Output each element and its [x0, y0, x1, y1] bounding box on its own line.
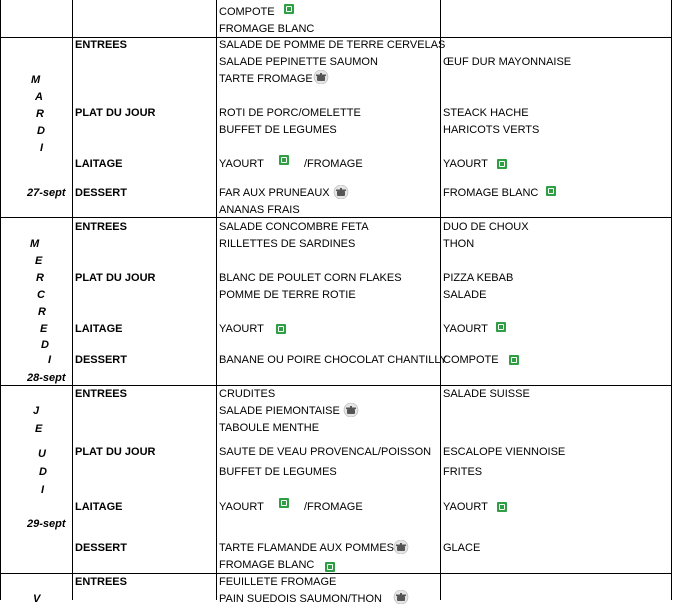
menu-item: FAR AUX PRUNEAUX [219, 187, 330, 199]
category-label: ENTREES [75, 39, 127, 51]
day-date: 29-sept [27, 518, 66, 530]
category-label: PLAT DU JOUR [75, 107, 156, 119]
day-letter: R [36, 272, 44, 284]
day-letter: I [48, 354, 52, 366]
menu-item-alt: FRITES [443, 466, 483, 478]
menu-item-alt: STEACK HACHE [443, 107, 529, 119]
menu-item-alt: GLACE [443, 542, 481, 554]
grid-line [0, 217, 672, 218]
menu-item-alt: FROMAGE BLANC [443, 187, 539, 199]
menu-item-alt: THON [443, 238, 475, 250]
menu-item-alt: HARICOTS VERTS [443, 124, 540, 136]
grid-line [440, 0, 441, 600]
grid-line [216, 0, 217, 600]
menu-item: YAOURT [219, 158, 264, 170]
grid-line [0, 385, 672, 386]
grid-line [0, 573, 672, 574]
menu-item: COMPOTE [219, 6, 275, 18]
menu-item: PAIN SUEDOIS SAUMON/THON [219, 593, 382, 605]
day-date: 27-sept [27, 187, 66, 199]
cooking-pot-icon [343, 403, 359, 417]
menu-item: BUFFET DE LEGUMES [219, 466, 337, 478]
menu-item: BANANE OU POIRE CHOCOLAT CHANTILLY [219, 354, 447, 366]
day-letter: E [40, 323, 48, 335]
menu-item: FEUILLETE FROMAGE [219, 576, 337, 588]
day-letter: R [36, 108, 44, 120]
menu-item: FROMAGE BLANC [219, 23, 315, 35]
day-letter: V [33, 593, 41, 605]
menu-item: TARTE FLAMANDE AUX POMMES [219, 542, 395, 554]
organic-label-icon [284, 4, 294, 14]
category-label: DESSERT [75, 354, 127, 366]
day-letter: E [35, 255, 43, 267]
menu-item: SALADE PEPINETTE SAUMON [219, 56, 378, 68]
menu-item: ROTI DE PORC/OMELETTE [219, 107, 361, 119]
menu-item-alt: YAOURT [443, 158, 488, 170]
category-label: LAITAGE [75, 158, 123, 170]
category-label: ENTREES [75, 221, 127, 233]
grid-line [0, 37, 672, 38]
menu-item: TARTE FROMAGE [219, 73, 313, 85]
day-letter: I [41, 484, 45, 496]
day-letter: D [41, 339, 49, 351]
menu-item-alt: ŒUF DUR MAYONNAISE [443, 56, 572, 68]
menu-item: /FROMAGE [304, 158, 363, 170]
day-letter: I [40, 142, 44, 154]
menu-item: BUFFET DE LEGUMES [219, 124, 337, 136]
organic-label-icon [325, 562, 335, 572]
menu-item: BLANC DE POULET CORN FLAKES [219, 272, 402, 284]
organic-label-icon [497, 159, 507, 169]
menu-item-alt: COMPOTE [443, 354, 499, 366]
organic-label-icon [279, 155, 289, 165]
menu-item: SALADE DE POMME DE TERRE CERVELAS [219, 39, 446, 51]
menu-item-alt: SALADE [443, 289, 487, 301]
menu-item-alt: ESCALOPE VIENNOISE [443, 446, 566, 458]
menu-item: YAOURT [219, 501, 264, 513]
organic-label-icon [509, 355, 519, 365]
organic-label-icon [496, 322, 506, 332]
menu-item-alt: PIZZA KEBAB [443, 272, 514, 284]
grid-line [72, 0, 73, 600]
category-label: LAITAGE [75, 501, 123, 513]
day-letter: C [37, 289, 45, 301]
menu-item: POMME DE TERRE ROTIE [219, 289, 356, 301]
day-letter: M [31, 74, 41, 86]
category-label: ENTREES [75, 576, 127, 588]
organic-label-icon [497, 502, 507, 512]
day-letter: U [38, 448, 46, 460]
category-label: DESSERT [75, 542, 127, 554]
menu-item-alt: SALADE SUISSE [443, 388, 530, 400]
day-letter: A [35, 91, 43, 103]
category-label: ENTREES [75, 388, 127, 400]
organic-label-icon [279, 498, 289, 508]
cooking-pot-icon [393, 590, 409, 604]
menu-item: /FROMAGE [304, 501, 363, 513]
grid-line [0, 0, 1, 600]
day-letter: D [39, 466, 47, 478]
category-label: LAITAGE [75, 323, 123, 335]
day-letter: E [35, 423, 43, 435]
menu-item: YAOURT [219, 323, 264, 335]
organic-label-icon [546, 186, 556, 196]
menu-item: SAUTE DE VEAU PROVENCAL/POISSON [219, 446, 432, 458]
day-date: 28-sept [27, 372, 66, 384]
day-letter: M [30, 238, 40, 250]
day-letter: R [38, 306, 46, 318]
day-letter: D [37, 125, 45, 137]
menu-item-alt: YAOURT [443, 501, 488, 513]
cooking-pot-icon [393, 540, 409, 554]
cooking-pot-icon [313, 70, 329, 84]
menu-item: CRUDITES [219, 388, 276, 400]
organic-label-icon [276, 324, 286, 334]
category-label: DESSERT [75, 187, 127, 199]
grid-line [671, 0, 672, 600]
cooking-pot-icon [333, 185, 349, 199]
menu-item: FROMAGE BLANC [219, 559, 315, 571]
category-label: PLAT DU JOUR [75, 272, 156, 284]
menu-item-alt: DUO DE CHOUX [443, 221, 529, 233]
menu-item: SALADE CONCOMBRE FETA [219, 221, 369, 233]
menu-item: SALADE PIEMONTAISE [219, 405, 340, 417]
menu-item: ANANAS FRAIS [219, 204, 300, 216]
menu-item-alt: YAOURT [443, 323, 488, 335]
day-letter: J [33, 405, 40, 417]
menu-item: RILLETTES DE SARDINES [219, 238, 356, 250]
menu-item: TABOULE MENTHE [219, 422, 320, 434]
category-label: PLAT DU JOUR [75, 446, 156, 458]
